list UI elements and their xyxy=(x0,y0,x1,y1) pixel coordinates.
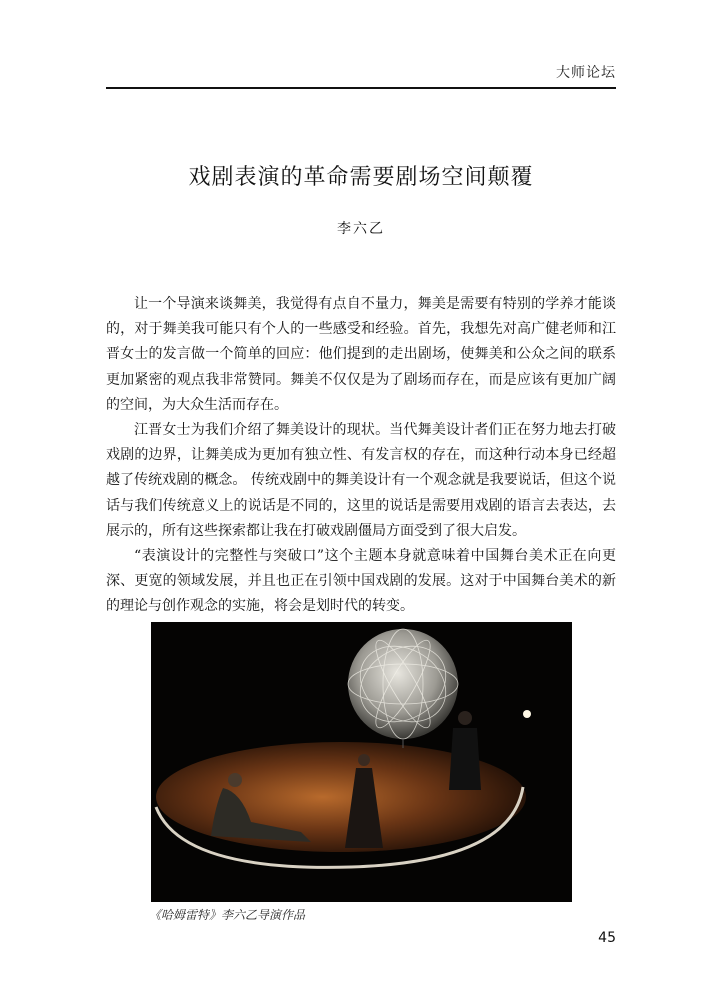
paragraph-2: 江晋女士为我们介绍了舞美设计的现状。当代舞美设计者们正在努力地去打破戏剧的边界，让舞美成为更加有独立性、有发言权的存在，而这种行动本身已经超越了传统戏剧的概念。 传统戏剧中的舞美设计有一个观念就是我要说话，但这个说话与我们传统意义上的说话是不同的，这里的说话是需要用戏剧的语言去表达，去展示的，所有这些探索都让我在打破戏剧僵局方面受到了很大启发。 xyxy=(106,422,616,539)
article-body xyxy=(106,292,616,620)
paragraph-1: 让一个导演来谈舞美，我觉得有点自不量力，舞美是需要有特别的学养才能谈的，对于舞美我可能只有个人的一些感受和经验。首先，我想先对高广健老师和江晋女士的发言做一个简单的回应：他们提到的走出剧场，使舞美和公众之间的联系更加紧密的观点我非常赞同。舞美不仅仅是为了剧场而存在，而是应该有更加广阔的空间，为大众生活而存在。 xyxy=(106,296,616,413)
stage-scene-illustration xyxy=(151,622,572,902)
section-header: 大师论坛 xyxy=(556,65,616,81)
header-rule xyxy=(106,87,616,89)
stage-photo xyxy=(151,622,572,902)
paragraph-3: “表演设计的完整性与突破口”这个主题本身就意味着中国舞台美术正在向更深、更宽的领域发展，并且也正在引领中国戏剧的发展。这对于中国舞台美术的新的理论与创作观念的实施，将会是划时代的转变。 xyxy=(106,548,616,615)
article-author: 李六乙 xyxy=(337,221,385,237)
article-title: 戏剧表演的革命需要剧场空间颠覆 xyxy=(188,165,534,190)
page-number: 45 xyxy=(598,930,616,946)
spotlight xyxy=(523,710,531,718)
photo-caption: 《哈姆雷特》李六乙导演作品 xyxy=(149,908,306,922)
wire-sphere xyxy=(348,629,458,739)
